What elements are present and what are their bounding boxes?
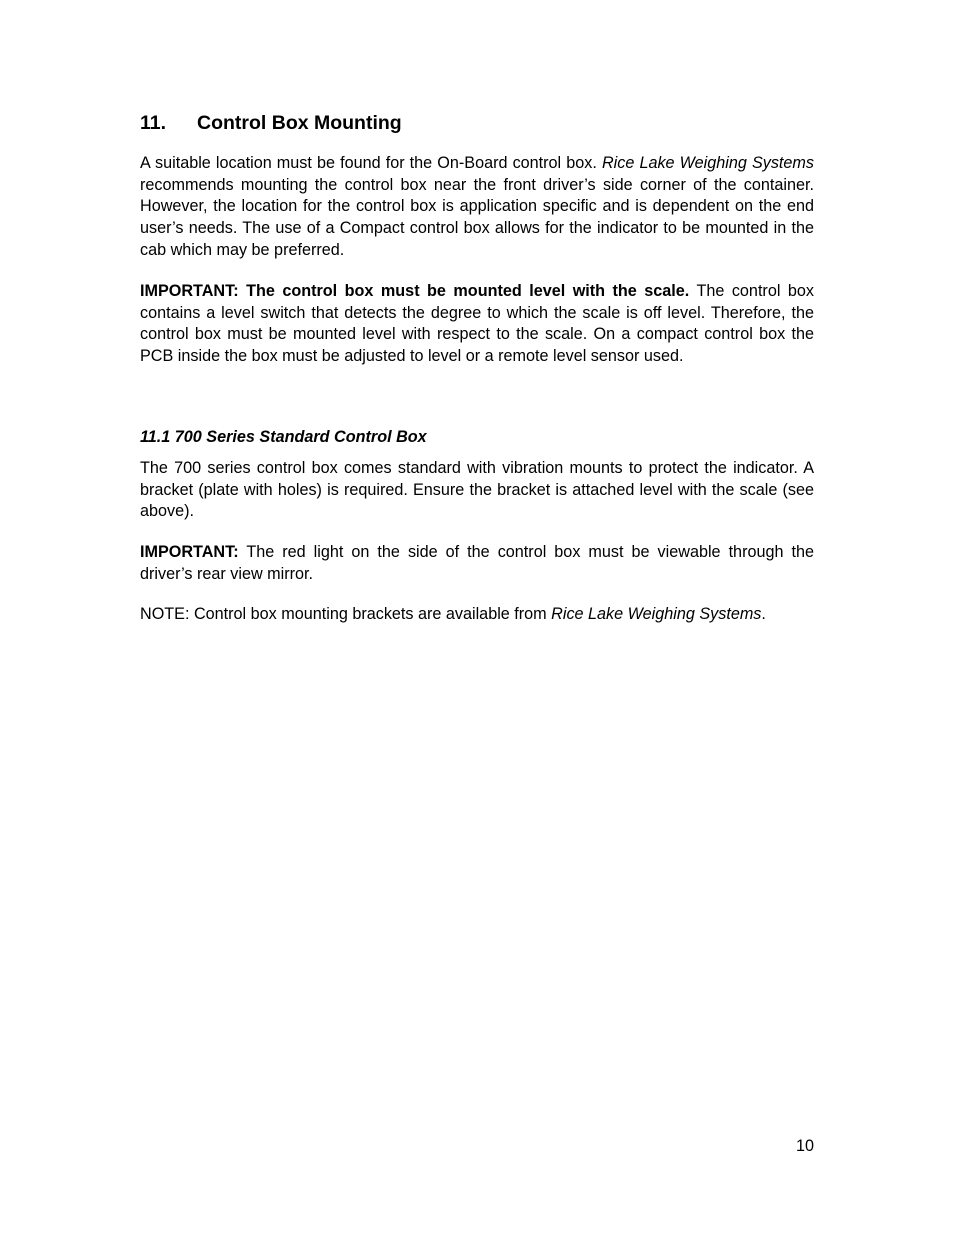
- company-name: Rice Lake Weighing Systems: [601, 154, 815, 172]
- note-text-1: NOTE: Control box mounting brackets are available from: [140, 605, 552, 623]
- important-light-text: The red light on the side of the control box must be viewable through the driver’s rear view mirror.: [140, 543, 814, 583]
- paragraph-important-light: [140, 542, 814, 585]
- paragraph-700-series-text: The 700 series control box comes standard with vibration mounts to protect the indicator. A bracket (plate with holes) is required. Ensure the bracket is attached level with the scale (see above).: [140, 459, 814, 521]
- page-number: 10: [795, 1137, 814, 1155]
- note-text-2: .: [761, 605, 766, 623]
- section-heading: [140, 108, 402, 138]
- subsection-heading: 11.1 700 Series Standard Control Box: [140, 428, 427, 446]
- paragraph-location-text-1: A suitable location must be found for the On-Board control box.: [140, 154, 602, 172]
- important-level-label: IMPORTANT: The control box must be mounted level with the scale.: [140, 282, 690, 300]
- section-number: 11.: [140, 112, 167, 134]
- note-paragraph: [140, 604, 814, 626]
- note-company-name: Rice Lake Weighing Systems: [551, 605, 762, 623]
- section-title: Control Box Mounting: [197, 112, 402, 134]
- important-level-text: The control box contains a level switch that detects the degree to which the scale is off level. Therefore, the control box must be mounted level with respect to the scale. On a compact control box the PCB inside the box must be adjusted to level or a remote level sensor used.: [140, 282, 814, 366]
- paragraph-important-level: [140, 281, 814, 368]
- paragraph-location-text-2: recommends mounting the control box near the front driver’s side corner of the container. However, the location for the control box is application specific and is dependent on the end user’s needs. The use of a Compact control box allows for the indicator to be mounted in the cab which may be preferred.: [140, 175, 814, 259]
- important-light-label: IMPORTANT:: [140, 543, 239, 561]
- paragraph-700-series: [140, 458, 814, 523]
- paragraph-location: [140, 153, 814, 262]
